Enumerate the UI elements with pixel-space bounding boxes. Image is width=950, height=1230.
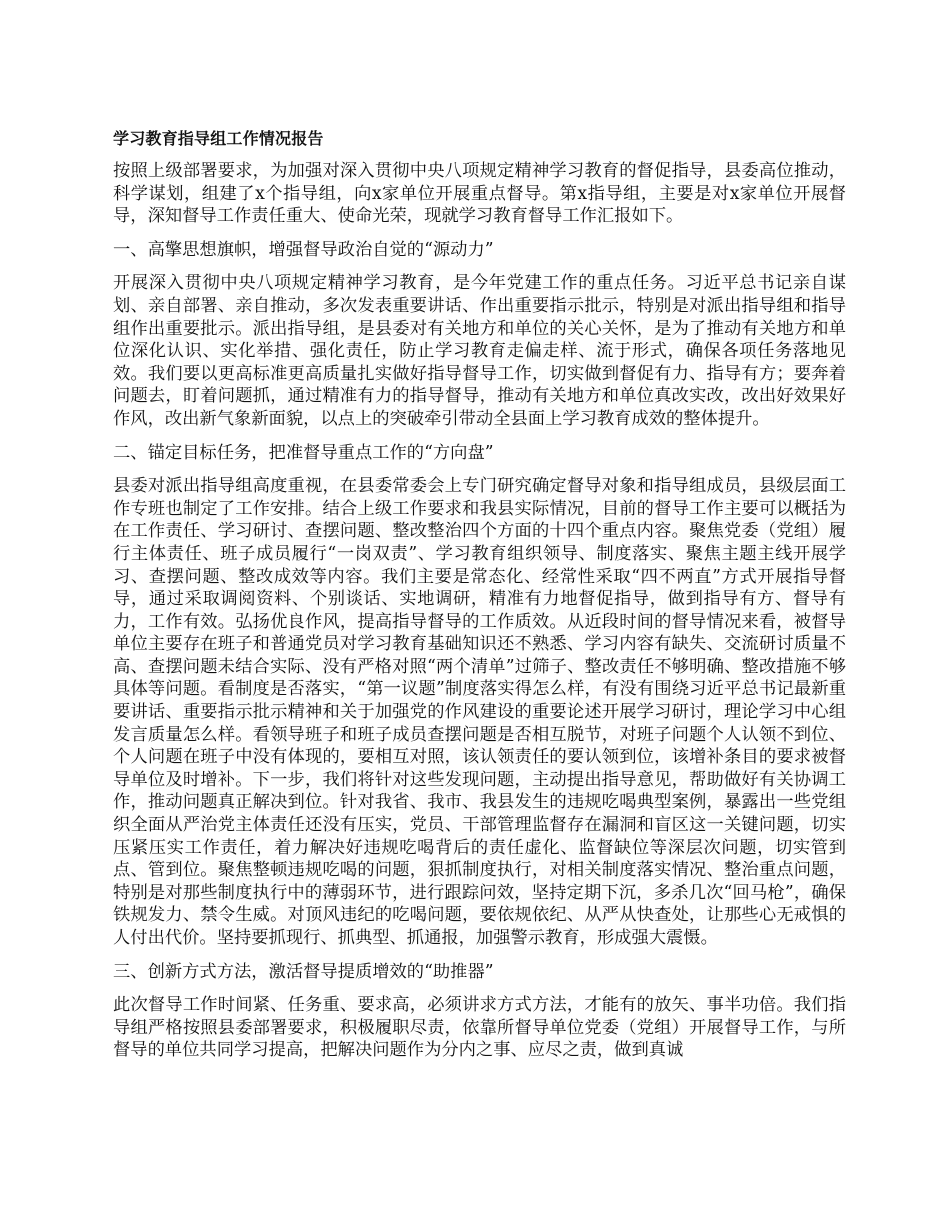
section-2-body: 县委对派出指导组高度重视，在县委常委会上专门研究确定督导对象和指导组成员，县级层面工作专班也制定了工作安排。结合上级工作要求和我县实际情况，目前的督导工作主要可以概括为在工作责任、学习研讨、查摆问题、整改整治四个方面的十四个重点内容。聚焦党委（党组）履行主体责任、班子成员履行“一岗双责”、学习教育组织领导、制度落实、聚焦主题主线开展学习、查摆问题、整改成效等内容。我们主要是常态化、经常性采取“四不两直”方式开展指导督导，通过采取调阅资料、个别谈话、实地调研，精准有力地督促指导，做到指导有方、督导有力，工作有效。弘扬优良作风，提高指导督导的工作质效。从近段时间的督导情况来看，被督导单位主要存在班子和普通党员对学习教育基础知识还不熟悉、学习内容有缺失、交流研讨质量不高、查摆问题未结合实际、没有严格对照“两个清单”过筛子、整改责任不够明确、整改措施不够具体等问题。看制度是否落实，“第一议题”制度落实得怎么样，有没有围绕习近平总书记最新重要讲话、重要指示批示精神和关于加强党的作风建设的重要论述开展学习研讨，理论学习中心组发言质量怎么样。看领导班子和班子成员查摆问题是否相互脱节，对班子问题个人认领不到位、个人问题在班子中没有体现的，要相互对照，该认领责任的要认领到位，该增补条目的要求被督导单位及时增补。下一步，我们将针对这些发现问题，主动提出指导意见，帮助做好有关协调工作，推动问题真正解决到位。针对我省、我市、我县发生的违规吃喝典型案例，暴露出一些党组织全面从严治党主体责任还没有压实，党员、干部管理监督存在漏洞和盲区这一关键问题，切实压紧压实工作责任，着力解决好违规吃喝背后的责任虚化、监督缺位等深层次问题，切实管到点、管到位。聚焦整顿违规吃喝的问题，狠抓制度执行，对相关制度落实情况、整治重点问题，特别是对那些制度执行中的薄弱环节，进行跟踪问效，坚持定期下沉，多杀几次“回马枪”，确保铁规发力、禁令生威。对顶风违纪的吃喝问题，要依规依纪、从严从快查处，让那些心无戒惧的人付出代价。坚持要抓现行、抓典型、抓通报，加强警示教育，形成强大震慑。 bbox=[113, 476, 846, 948]
section-2-heading: 二、锚定目标任务，把准督导重点工作的“方向盘” bbox=[113, 442, 494, 463]
section-3-heading: 三、创新方式方法，激活督导提质增效的“助推器” bbox=[113, 961, 494, 982]
document-page bbox=[113, 128, 846, 1073]
section-1-body: 开展深入贯彻中央八项规定精神学习教育，是今年党建工作的重点任务。习近平总书记亲自谋划、亲自部署、亲自推动，多次发表重要讲话、作出重要指示批示，特别是对派出指导组和指导组作出重要批示。派出指导组，是县委对有关地方和单位的关心关怀，是为了推动有关地方和单位深化认识、实化举措、强化责任，防止学习教育走偏走样、流于形式，确保各项任务落地见效。我们要以更高标准更高质量扎实做好指导督导工作，切实做到督促有力、指导有方；要奔着问题去，盯着问题抓，通过精准有力的指导督导，推动有关地方和单位真改实改，改出好效果好作风，改出新气象新面貌，以点上的突破牵引带动全县面上学习教育成效的整体提升。 bbox=[113, 273, 846, 429]
section-3-body: 此次督导工作时间紧、任务重、要求高，必须讲求方式方法，才能有的放矢、事半功倍。我们指导组严格按照县委部署要求，积极履职尽责，依靠所督导单位党委（党组）开展督导工作，与所督导的单位共同学习提高，把解决问题作为分内之事、应尽之责，做到真诚 bbox=[113, 995, 846, 1061]
document-title: 学习教育指导组工作情况报告 bbox=[113, 129, 324, 148]
intro-paragraph: 按照上级部署要求，为加强对深入贯彻中央八项规定精神学习教育的督促指导，县委高位推动，科学谋划，组建了x个指导组，向x家单位开展重点督导。第x指导组，主要是对x家单位开展督导，深知督导工作责任重大、使命光荣，现就学习教育督导工作汇报如下。 bbox=[113, 161, 846, 227]
section-1-heading: 一、高擎思想旗帜，增强督导政治自觉的“源动力” bbox=[113, 239, 494, 260]
